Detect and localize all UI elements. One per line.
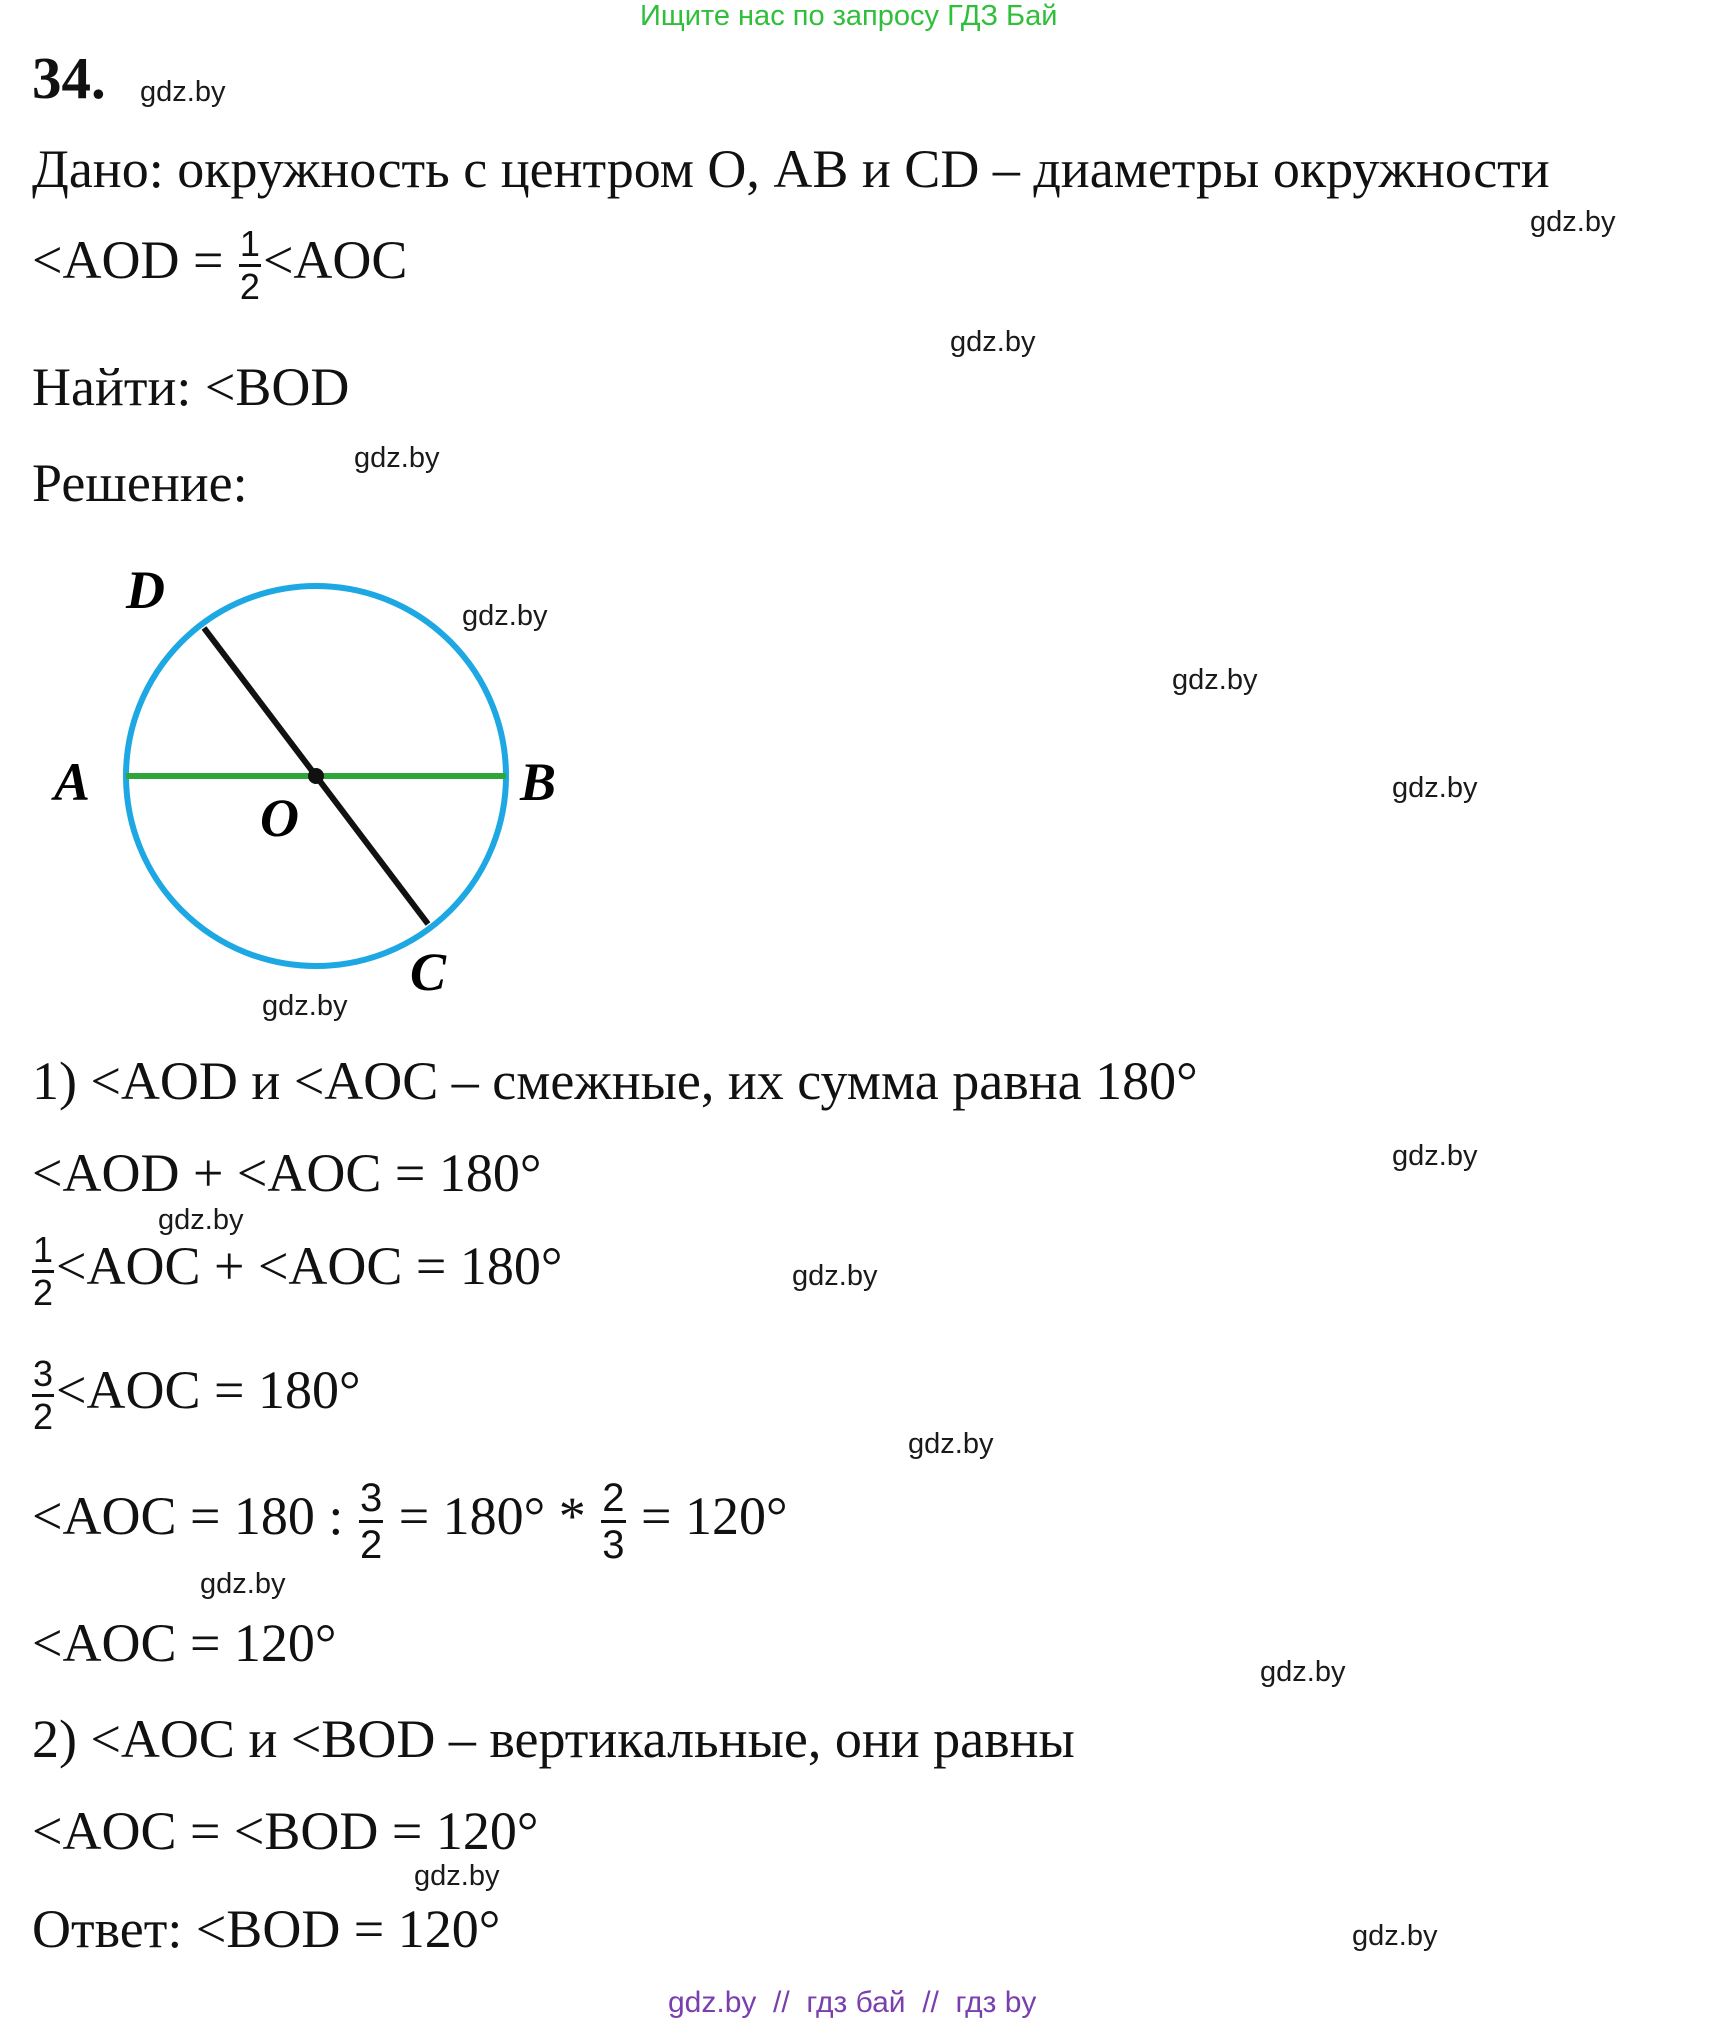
label-a: A: [54, 752, 91, 812]
step-3: [30, 1229, 563, 1313]
step-4: [30, 1353, 361, 1437]
top-banner[interactable]: Ищите нас по запросу ГДЗ Бай: [640, 0, 1058, 32]
label-o: O: [260, 788, 299, 848]
given-label: Дано: окружность с центром О, AB и CD – диаметры окружности: [32, 139, 1550, 199]
center-point: [308, 768, 324, 784]
problem-number: 34.: [32, 45, 106, 111]
fraction-numerator: 1: [32, 1232, 54, 1273]
watermark: gdz.by: [1530, 206, 1616, 238]
fraction: [32, 1229, 54, 1313]
step-4-text: <AOC = 180°: [56, 1359, 361, 1420]
given-equation: [32, 223, 408, 307]
fraction: [601, 1478, 625, 1565]
given-eq-left: <AOD =: [32, 229, 237, 290]
watermark: gdz.by: [140, 76, 226, 108]
watermark: gdz.by: [1392, 1140, 1478, 1172]
fraction-numerator: 3: [32, 1356, 54, 1397]
watermark: gdz.by: [950, 326, 1036, 358]
watermark: gdz.by: [908, 1428, 994, 1460]
step-6: <AOC = 120°: [32, 1613, 337, 1673]
watermark: gdz.by: [792, 1260, 878, 1292]
watermark: gdz.by: [1260, 1656, 1346, 1688]
fraction-denominator: 3: [602, 1523, 625, 1567]
watermark: gdz.by: [200, 1568, 286, 1600]
fraction-numerator: 3: [359, 1478, 383, 1523]
step-2: <AOD + <AOC = 180°: [32, 1143, 542, 1203]
fraction-denominator: 2: [239, 266, 260, 307]
answer: Ответ: <BOD = 120°: [32, 1899, 501, 1959]
fraction-numerator: 1: [239, 226, 261, 267]
step-1: 1) <AOD и <AOC – смежные, их сумма равна 180°: [32, 1051, 1198, 1111]
watermark: gdz.by: [1172, 664, 1258, 696]
watermark: gdz.by: [1352, 1920, 1438, 1952]
fraction: [32, 1353, 54, 1437]
label-c: C: [410, 942, 447, 1002]
watermark: gdz.by: [354, 442, 440, 474]
fraction: [239, 223, 261, 307]
find-label: Найти: <BOD: [32, 357, 350, 417]
solution-label: Решение:: [32, 453, 248, 513]
label-b: B: [520, 752, 557, 812]
watermark: gdz.by: [158, 1204, 244, 1236]
fraction-denominator: 2: [359, 1523, 383, 1567]
fraction-denominator: 2: [33, 1272, 54, 1313]
step-5-part-b: = 180° *: [385, 1485, 600, 1546]
watermark: gdz.by: [1392, 772, 1478, 804]
step-7: 2) <AOC и <BOD – вертикальные, они равны: [32, 1709, 1075, 1769]
step-5: [32, 1478, 788, 1565]
watermark: gdz.by: [262, 990, 348, 1022]
step-3-text: <AOC + <AOC = 180°: [56, 1235, 563, 1296]
step-5-part-c: = 120°: [627, 1485, 788, 1546]
step-8: <AOC = <BOD = 120°: [32, 1801, 539, 1861]
watermark: gdz.by: [462, 600, 548, 632]
fraction: [359, 1478, 383, 1565]
footer-links[interactable]: gdz.by // гдз бай // гдз by: [668, 1986, 1037, 2019]
fraction-numerator: 2: [601, 1478, 625, 1523]
fraction-denominator: 2: [33, 1396, 54, 1437]
label-d: D: [126, 560, 165, 620]
watermark: gdz.by: [414, 1860, 500, 1892]
step-5-part-a: <AOC = 180 :: [32, 1485, 357, 1546]
given-eq-right: <AOC: [262, 229, 408, 290]
